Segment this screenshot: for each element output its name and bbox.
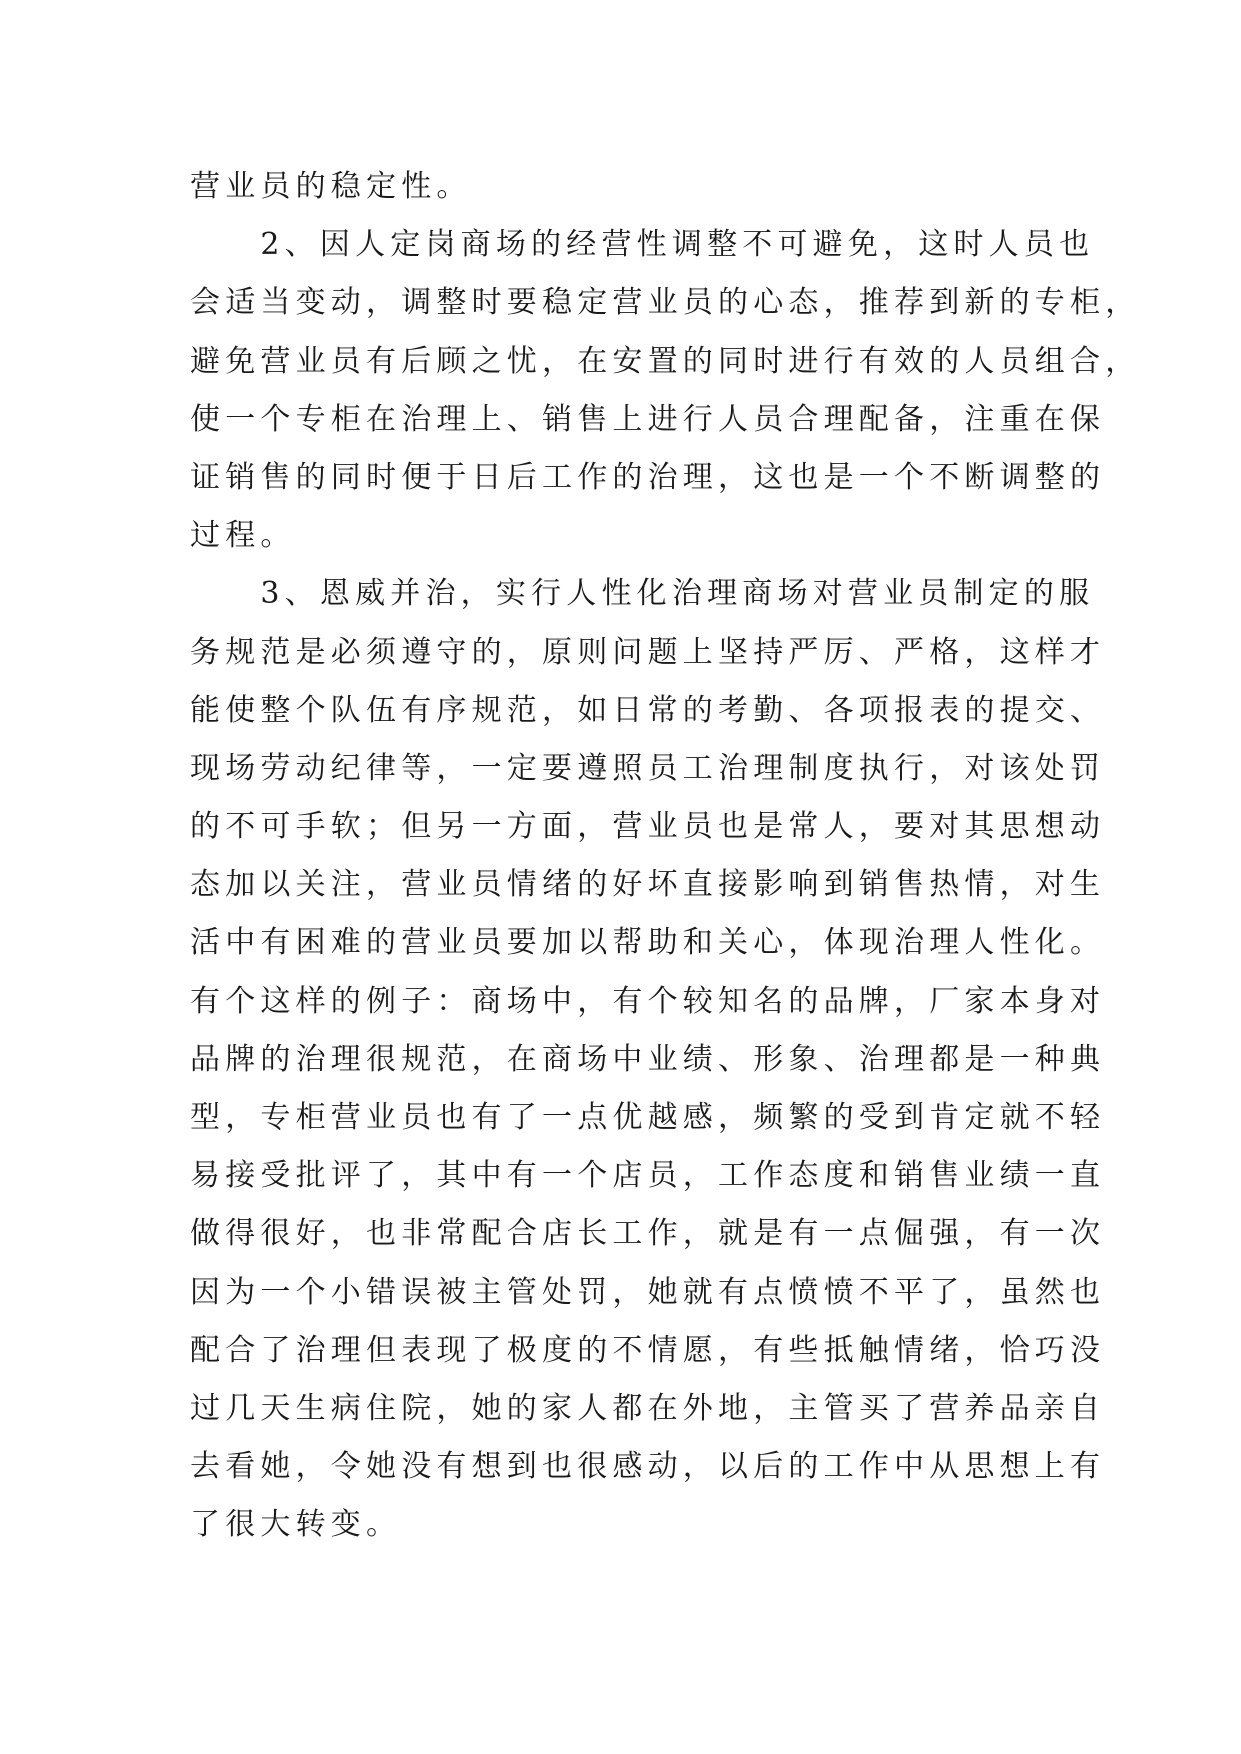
- text-line: 去看她，令她没有想到也很感动，以后的工作中从思想上有: [190, 1449, 1106, 1485]
- text-line: 营业员的稳定性。: [190, 169, 472, 204]
- text-line: 有个这样的例子：商场中，有个较知名的品牌，厂家本身对: [190, 983, 1106, 1019]
- text-line: 证销售的同时便于日后工作的治理，这也是一个不断调整的: [190, 459, 1106, 495]
- text-line: 2、因人定岗商场的经营性调整不可避免，这时人员也: [190, 227, 1095, 263]
- text-line: 能使整个队伍有序规范，如日常的考勤、各项报表的提交、: [190, 692, 1106, 728]
- text-line: 避免营业员有后顾之忧，在安置的同时进行有效的人员组合，: [190, 343, 1141, 379]
- text-line: 品牌的治理很规范，在商场中业绩、形象、治理都是一种典: [190, 1041, 1106, 1077]
- text-line: 务规范是必须遵守的，原则问题上坚持严厉、严格，这样才: [190, 634, 1106, 670]
- text-line: 的不可手软；但另一方面，营业员也是常人，要对其思想动: [190, 809, 1106, 845]
- text-line: 现场劳动纪律等，一定要遵照员工治理制度执行，对该处罚: [190, 750, 1106, 786]
- text-line: 3、恩威并治，实行人性化治理商场对营业员制定的服: [190, 576, 1095, 612]
- text-line: 易接受批评了，其中有一个店员，工作态度和销售业绩一直: [190, 1158, 1106, 1194]
- text-line: 会适当变动，调整时要稳定营业员的心态，推荐到新的专柜，: [190, 285, 1141, 321]
- text-line: 型，专柜营业员也有了一点优越感，频繁的受到肯定就不轻: [190, 1100, 1106, 1135]
- text-line: 了很大转变。: [190, 1507, 402, 1543]
- text-line: 使一个专柜在治理上、销售上进行人员合理配备，注重在保: [190, 401, 1106, 437]
- body-text: [190, 158, 1141, 1555]
- text-line: 态加以关注，营业员情绪的好坏直接影响到销售热情，对生: [190, 867, 1106, 903]
- text-line: 配合了治理但表现了极度的不情愿，有些抵触情绪，恰巧没: [190, 1332, 1106, 1368]
- text-line: 过几天生病住院，她的家人都在外地，主管买了营养品亲自: [190, 1390, 1106, 1426]
- text-line: 过程。: [190, 518, 296, 554]
- text-line: 活中有困难的营业员要加以帮助和关心，体现治理人性化。: [190, 925, 1106, 961]
- text-line: 做得很好，也非常配合店长工作，就是有一点倔强，有一次: [190, 1216, 1106, 1252]
- text-line: 因为一个小错误被主管处罚，她就有点愤愤不平了，虽然也: [190, 1274, 1106, 1310]
